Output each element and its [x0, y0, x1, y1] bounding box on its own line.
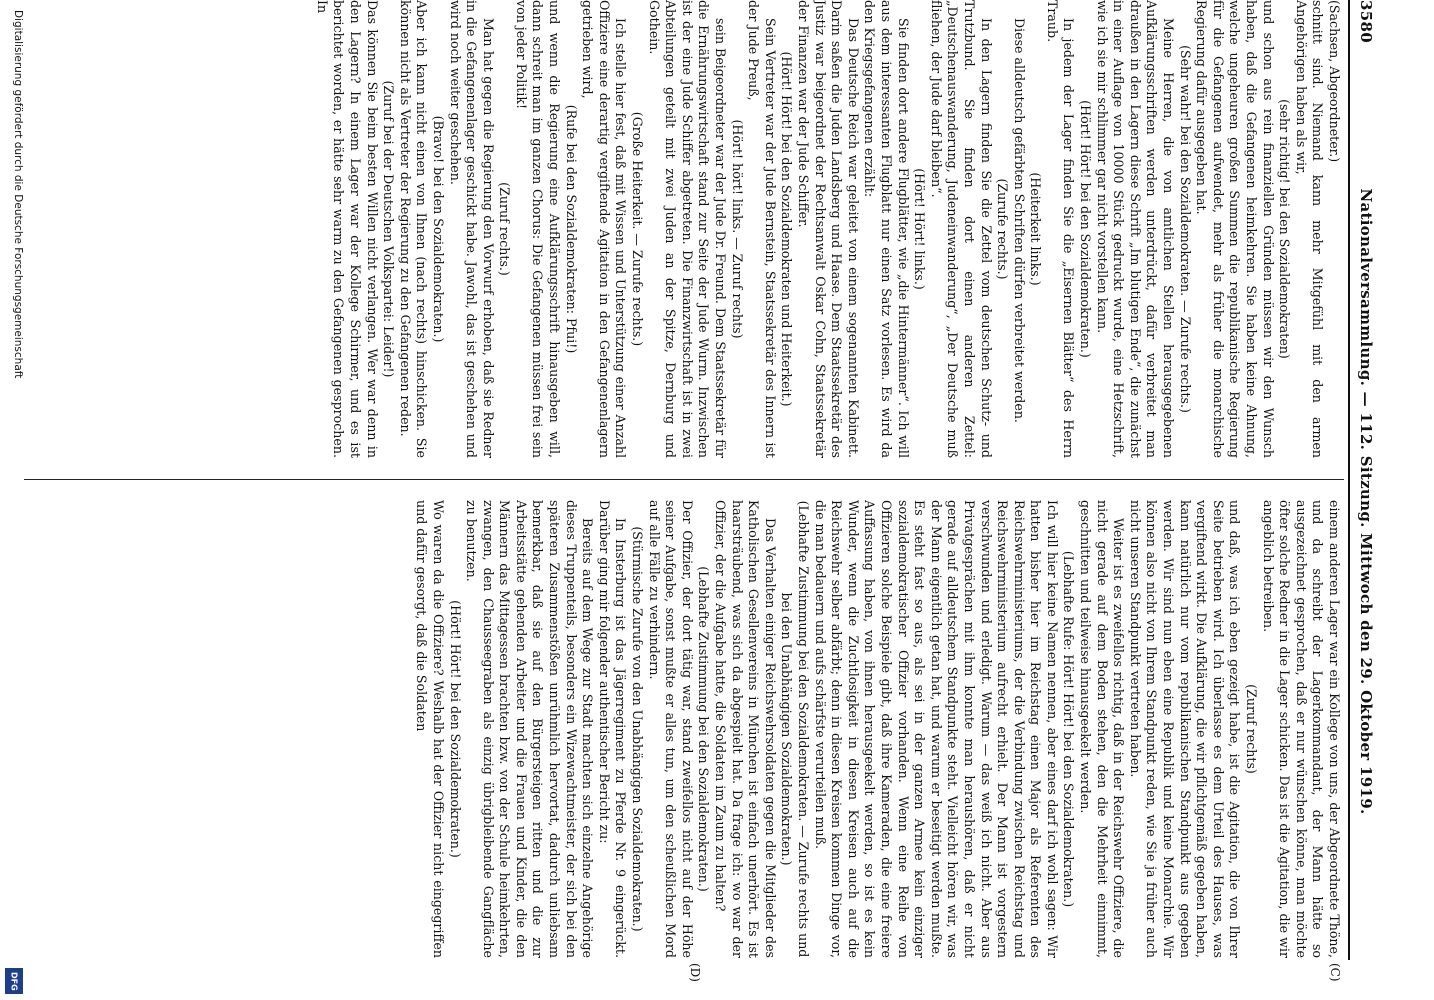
page-number: 3580 — [1357, 0, 1375, 43]
paragraph: (Zuruf rechts.) — [497, 182, 513, 276]
paragraph: einem anderen Lager war ein Kollege von uns, der Abgeordnete Thöne, und da schreibt der Lagerkommandant, der Mann hätte so ausgezeichnet gesprochen, daß er nur wünschen könne, man möchte öfter solche Redner in die Lager schicken. Das ist die Agitation, die wir angeblich betreiben. — [1260, 500, 1342, 958]
paragraph: In jedem der Lager finden Sie die „Eisernen Blätter“ des Herrn Traub. — [1044, 0, 1077, 458]
margin-marker-d: (D) — [688, 963, 702, 982]
paragraph: Weiter ist es zweifellos richtig, daß in der Reichswehr Offiziere, die nicht gerade auf dem Boden stehen, den die Mehrheit einnimmt, geschnitten und teilweise hinausgeekelt werden. — [1078, 500, 1127, 958]
paragraph: Bereits auf dem Wege zur Stadt machten sich einzelne Angehörige dieses Truppenteils, besonders ein Wizewachtmeister, der sich bei den späteren Zusammenstößen unrühmlich hervortat, dadurch unliebsam bemerkbar, daß sie auf den Bürgersteigen ritten und die zur Arbeitsstätte gehenden Arbeiter und die Frauen und Kinder, die den Männern das Mittagessen brachten bzw. von der Schule heimkehrten, zwangen, den Chausseegraben als einzig übrigbleibende Gangfläche zu benutzen. — [464, 500, 596, 958]
paragraph: Sein Vertreter war der Jude Bernstein, Staatssekretär des Innern ist der Jude Preuß, — [746, 0, 778, 458]
paragraph: (Hört! Hört! links.) — [912, 168, 928, 290]
paragraph: Diese alldeutsch gefärbten Schriften dürfen verbreitet werden. — [1011, 18, 1027, 423]
paragraph: (Rufe bei den Sozialdemokraten: Pfui!) — [563, 104, 579, 354]
paragraph: (Stürmische Zurufe von den Unabhängigen Sozialdemokraten.) — [630, 526, 646, 932]
paragraph: (Zurufe rechts.) — [995, 178, 1011, 280]
paragraph: und schon aus rein finanziellen Gründen müssen wir den Wunsch haben, daß die Gefangenen heimkehren. Sie haben keine Ahnung, welche ungeheuren großen Summen die republikanische Regierung für die Gefangenen aufwendet, mehr als früher die monarchische Regierung dafür ausgegeben hat. — [1194, 0, 1276, 458]
paragraph: Ich stelle hier fest, daß mit Wissen und Unterstützung einer Anzahl Offiziere eine derartig vergiftende Agitation in den Gefangenenlagern getrieben wird, — [580, 0, 629, 458]
paragraph: Das können Sie beim besten Willen nicht verlangen. Wer war denn in den Lagern? In einem Lager war der Kollege Schirmer, und es ist berichtet worden, er hätte sehr warm zu den Gefangenen gesprochen. In — [314, 0, 380, 458]
paragraph: (Zuruf rechts) — [1244, 684, 1260, 774]
paragraph: (Lebhafte Zustimmung bei den Sozialdemokraten. — Zurufe rechts und bei den Unabhängigen Sozialdemokraten.) — [779, 500, 811, 958]
paragraph: In Insterburg ist das Jägerregiment zu Pferde Nr. 9 eingerückt. Darüber ging mir folgender authentischer Bericht zu: — [596, 500, 629, 958]
digitization-footer — [2, 0, 28, 1000]
left-text-column — [22, 0, 1342, 458]
column-divider — [24, 479, 1344, 480]
paragraph: (Sachsen, Abgeordneter.) — [1327, 0, 1342, 163]
paragraph: (Hört! Hört! bei den Sozialdemokraten.) — [447, 600, 463, 858]
paragraph: (Hört! hört! links. — Zuruf rechts) — [729, 119, 745, 339]
paragraph: Wo waren da die Offiziere? Weshalb hat der Offizier nicht eingegriffen und dafür gesorgt, daß die Soldaten — [414, 500, 446, 958]
paragraph: (Große Heiterkeit. — Zurufe rechts.) — [630, 111, 646, 347]
header-rule — [1348, 0, 1350, 960]
paragraph: (Zuruf bei der Deutschen Volkspartei: Leider!) — [381, 80, 397, 378]
paragraph: (Hört! Hört! bei den Sozialdemokraten und Heiterkeit.) — [779, 51, 795, 407]
page-header — [1354, 0, 1378, 960]
paragraph: Man hat gegen die Regierung den Vorwurf erhoben, daß sie Redner in die Gefangenenlager geschickt habe. Jawohl, das ist geschehen und wird noch weiter geschehen. — [447, 0, 496, 458]
paragraph: Das Deutsche Reich war geleitet von einem sogenannten Kabinett. Darin saßen die Juden Landsberg und Haase. Dem Staatssekretär des Justiz war beigeordnet der Rechtsanwalt Oskar Cohn, Staatssekretär der Finanzen war der Jude Schiffer. — [796, 0, 861, 458]
paragraph: (sehr richtig! bei den Sozialdemokraten) — [1277, 99, 1293, 359]
footer-credit: Digitalisierung gefördert durch die Deutsche Forschungsgemeinschaft — [12, 10, 24, 379]
page-title: Nationalversammlung. — 112. Sitzung. Mittwoch den 29. Oktober 1919. — [1357, 188, 1375, 815]
paragraph: (Lebhafte Zustimmung bei den Sozialdemokraten.) — [696, 566, 712, 892]
document-page — [12, 0, 1392, 982]
paragraph: (Heiterkeit links.) — [1028, 172, 1044, 286]
paragraph: (Sehr wahr! bei den Sozialdemokraten. — Zurufe rechts.) — [1177, 45, 1193, 413]
margin-marker-c: (C) — [1328, 963, 1342, 982]
paragraph: sein Beigeordneter war der Jude Dr. Freund. Dem Staatssekretär für die Ernährungswirtschaft stand zur Seite der Jude Wurm. Inzwischen ist der eine Jude Schiffer abgetreten. Die Finanzwirtschaft ist in zwei Abteilungen geteilt mit zwei Juden an der Spitze, Dernburg und Gothein. — [646, 0, 729, 458]
paragraph: und daß, was ich eben gezeigt habe, ist die Agitation, die von Ihrer Seite betrieben wird. Ich überlasse es dem Urteil des Hauses, was vergiftend wirkt. Die Aufklärung, die wir pflichtgemäß gegeben haben, kann natürlich nur vom republikanischen Standpunkt aus gegeben werden. Wir sind nun eben eine Republik und keine Monarchie. Wir können also nicht von Ihrem Standpunkt reden, wie Sie ja früher auch nicht unseren Standpunkt vertreten haben. — [1127, 500, 1243, 958]
paragraph: Ich will hier keine Namen nennen, aber eines darf ich wohl sagen: Wir hatten bisher hier im Reichstag einen Major als Referenten des Reichswehrministeriums, der die Verbindung zwischen Reichstag und Reichswehrministerium aufrecht erhielt. Der Mann ist vorgestern verschwunden und erledigt. Warum — das weiß ich nicht. Aber aus Privatgesprächen mit ihm konnte man heraushören, daß er nicht gerade auf alldeutschem Standpunkte steht. Vielleicht hören wir, was der Mann eigentlich getan hat, und warum er beseitigt werden mußte. Es steht fast so aus, als sei in der ganzen Armee kein einziger sozialdemokratischer Offizier vorhanden. Wenn eine Reihe von Offizieren solche Beispiele gibt, daß ihre Kameraden, die eine freiere Auffassung haben, von ihnen herausgeekelt werden, so ist es kein Wunder, wenn die Zuchtlosigkeit in diesen Kreisen auch auf die Reichswehr selber abfärbt; denn in diesen Kreisen kommen Dinge vor, die man bedauern und aufs schärfste verurteilen muß. — [812, 500, 1060, 958]
paragraph: (Hört! Hört! bei den Sozialdemokraten.) — [1078, 100, 1094, 358]
paragraph: Der Offizier, der dort tätig war, stand zweifellos nicht auf der Höhe seiner Aufgabe, sonst mußte er alles tun, um den scheußlichen Mord auf alle Fälle zu verhindern. — [646, 500, 695, 958]
paragraph: Sie finden dort andere Flugblätter, wie „die Hintermänner“. Ich will aus dem interessanten Flugblatt nur einen Satz vorlesen. Es wird da den Kriegsgefangenen erzählt: — [862, 0, 911, 458]
dfg-logo: DFG — [5, 968, 23, 994]
paragraph: (Bravo! bei den Sozialdemokraten.) — [430, 115, 446, 343]
paragraph: Meine Herren, die von amtlichen Stellen herausgegebenen Aufklärungsschriften werden unterdrückt, dafür verbreitet man draußen in den Lagern diese Schrift „Im blutigen Ende“, die zunächst in einer Auflage von 10000 Stück gedruckt wurde, eine Hetzschrift, wie ich sie mir schlimmer gar nicht vorstellen kann. — [1094, 0, 1177, 458]
paragraph: schnitt sind. Niemand kann mehr Mitgefühl mit den armen Angehörigen haben als wir, — [1293, 0, 1326, 458]
paragraph: In den Lagern finden Sie die Zettel vom deutschen Schutz- und Trutzbund. Sie finden dort einen anderen Zettel: „Deutschenauswanderung, Judeneinwanderung“, „Der Deutsche muß fliehen, der Jude darf bleiben“. — [928, 0, 994, 458]
right-text-column — [22, 500, 1342, 958]
paragraph: Das Verhalten einiger Reichswehrsoldaten gegen die Mitglieder des Katholischen Gesellenvereins in München ist einfach unerhört. Es ist haarsträubend, was sich da abgespielt hat. Da frage ich: wo war der Offizier, der die Aufgabe hatte, die Soldaten im Zaum zu halten? — [713, 500, 778, 958]
paragraph: (Lebhafte Rufe: Hört! Hört! bei den Sozialdemokraten.) — [1061, 550, 1077, 908]
paragraph: und wenn die Regierung eine Aufklärungsschrift hinausgeben will, dann schreit man im ganzen Chorus: Die Gefangenen müssen frei sein von jeder Politik! — [513, 0, 563, 458]
paragraph: Aber ich kann nicht einen von Ihnen (nach rechts) hinschicken. Sie können nicht als Vertreter der Regierung zu den Gefangenen reden. — [397, 0, 430, 458]
